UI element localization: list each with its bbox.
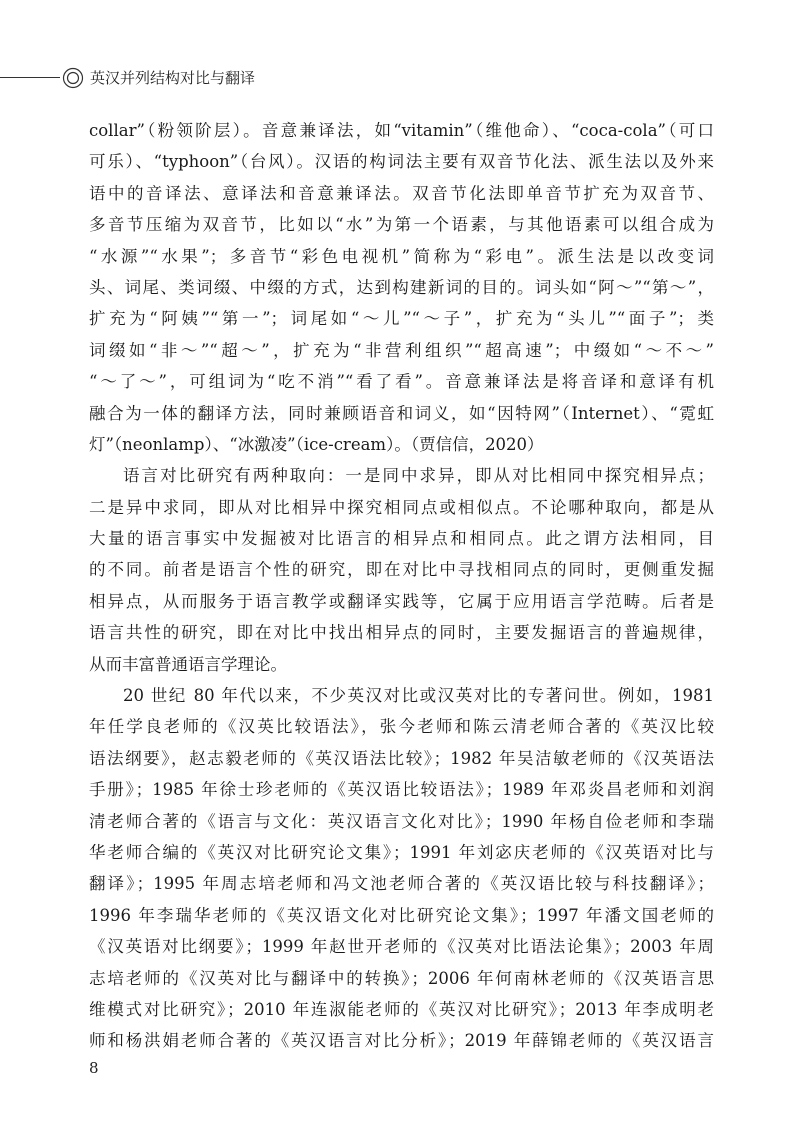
text-line: 灯”（neonlamp）、“冰激凌”（ice-cream）。（贾信信，2020） <box>89 434 544 454</box>
text-line: 语法纲要》，赵志毅老师的《英汉语法比较》；1982 年吴洁敏老师的《汉英语法 <box>89 748 714 768</box>
paragraph-1 <box>89 115 714 460</box>
double-circle-icon <box>62 67 84 89</box>
text-line: 翻译》；1995 年周志培老师和冯文池老师合著的《英汉语比较与科技翻译》； <box>89 874 714 894</box>
text-line: 维模式对比研究》；2010 年连淑能老师的《英汉对比研究》；2013 年李成明老 <box>89 999 714 1019</box>
page-number: 8 <box>89 1059 99 1077</box>
header-rule <box>0 77 60 78</box>
text-line: 词缀如“非～”“超～”，扩充为“非营利组织”“超高速”；中缀如“～不～” <box>89 340 714 360</box>
text-line: “水源”“水果”；多音节“彩色电视机”简称为“彩电”。派生法是以改变词 <box>89 246 714 266</box>
text-line: 志培老师的《汉英对比与翻译中的转换》；2006 年何南林老师的《汉英语言思 <box>89 968 714 988</box>
text-line: 可乐）、“typhoon”（台风）。汉语的构词法主要有双音节化法、派生法以及外来 <box>89 152 714 172</box>
text-line: 大量的语言事实中发掘被对比语言的相异点和相同点。此之谓方法相同，目 <box>89 529 714 549</box>
text-line: “～了～”，可组词为“吃不消”“看了看”。音意兼译法是将音译和意译有机 <box>89 372 714 392</box>
text-line: 语言共性的研究，即在对比中找出相异点的同时，主要发掘语言的普遍规律， <box>89 623 714 643</box>
text-line: 年任学良老师的《汉英比较语法》，张今老师和陈云清老师合著的《英汉比较 <box>89 717 714 737</box>
text-line: 20 世纪 80 年代以来，不少英汉对比或汉英对比的专著问世。例如，1981 <box>123 686 714 706</box>
text-line: 相异点，从而服务于语言教学或翻译实践等，它属于应用语言学范畴。后者是 <box>89 591 714 611</box>
text-line: collar”（粉领阶层）。音意兼译法，如“vitamin”（维他命）、“coca-cola”（可口 <box>89 121 714 140</box>
text-line: 师和杨洪娟老师合著的《英汉语言对比分析》；2019 年薛锦老师的《英汉语言 <box>89 1031 714 1051</box>
text-line: 清老师合著的《语言与文化：英汉语言文化对比》；1990 年杨自俭老师和李瑞 <box>89 811 714 831</box>
text-line: 从而丰富普通语言学理论。 <box>89 654 287 674</box>
text-line: 《汉英语对比纲要》；1999 年赵世开老师的《汉英对比语法论集》；2003 年周 <box>89 937 714 957</box>
text-line: 多音节压缩为双音节，比如以“水”为第一个语素，与其他语素可以组合成为 <box>89 215 714 235</box>
chapter-title: 英汉并列结构对比与翻译 <box>90 69 256 87</box>
text-line: 扩充为“阿姨”“第一”；词尾如“～儿”“～子”，扩充为“头儿”“面子”；类 <box>89 309 714 329</box>
paragraph-2 <box>89 460 714 680</box>
running-header <box>0 64 799 92</box>
text-line: 语中的音译法、意译法和音意兼译法。双音节化法即单音节扩充为双音节、 <box>89 183 714 203</box>
text-line: 语言对比研究有两种取向：一是同中求异，即从对比相同中探究相异点； <box>123 466 714 486</box>
text-line: 手册》；1985 年徐士珍老师的《英汉语比较语法》；1989 年邓炎昌老师和刘润 <box>89 780 714 800</box>
paragraph-3 <box>89 680 714 1057</box>
text-line: 融合为一体的翻译方法，同时兼顾语音和词义，如“因特网”（Internet）、“霓虹 <box>89 403 714 423</box>
text-line: 华老师合编的《英汉对比研究论文集》；1991 年刘宓庆老师的《汉英语对比与 <box>89 842 714 862</box>
text-line: 头、词尾、类词缀、中缀的方式，达到构建新词的目的。词头如“阿～”“第～”， <box>89 277 714 297</box>
text-line: 1996 年李瑞华老师的《英汉语文化对比研究论文集》；1997 年潘文国老师的 <box>89 905 714 925</box>
text-line: 二是异中求同，即从对比相异中探究相同点或相似点。不论哪种取向，都是从 <box>89 497 714 517</box>
body-text <box>89 115 714 1057</box>
text-line: 的不同。前者是语言个性的研究，即在对比中寻找相同点的同时，更侧重发掘 <box>89 560 714 580</box>
